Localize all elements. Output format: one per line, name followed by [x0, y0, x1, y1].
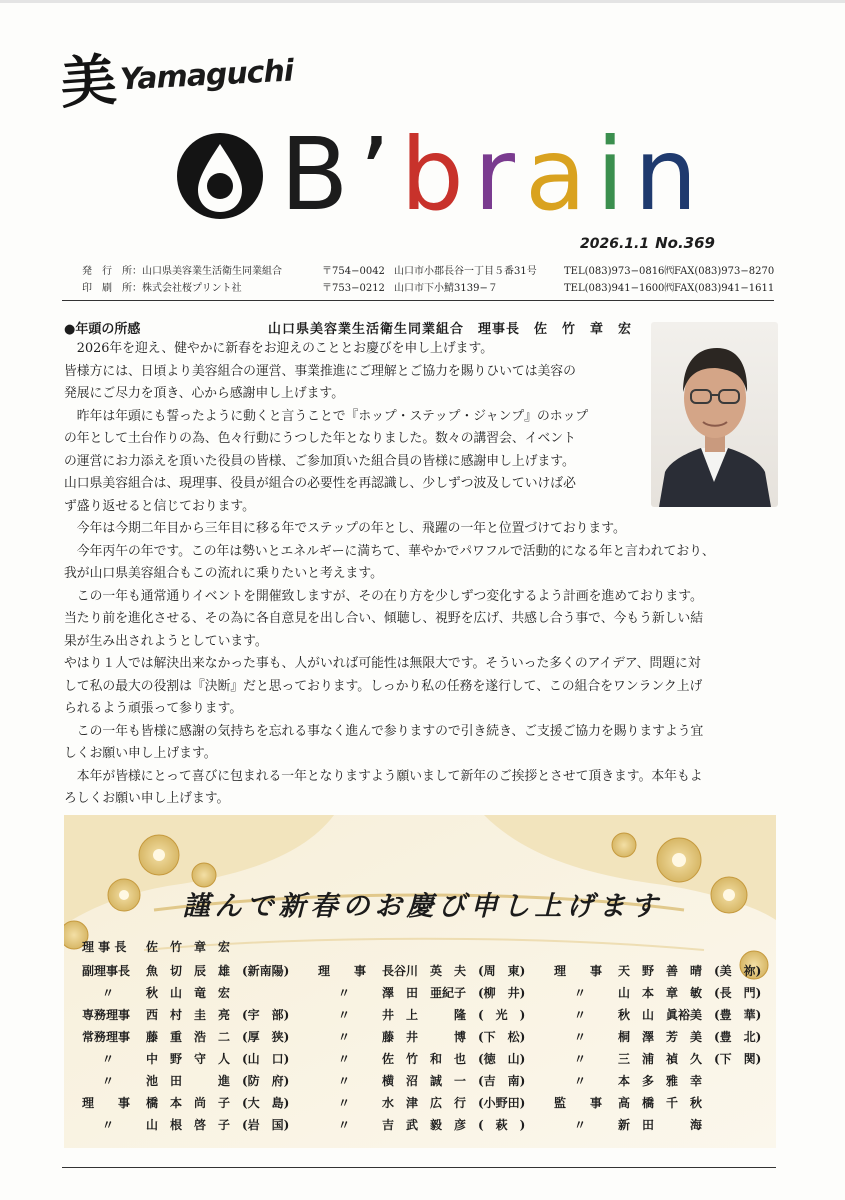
officer-area: (美 祢)	[714, 964, 762, 978]
officer-title: 〃	[338, 1030, 351, 1044]
footer-divider	[62, 1167, 776, 1168]
officer-title: 〃	[102, 1118, 115, 1132]
officer-title: 監 事	[554, 1096, 603, 1110]
article-line: しくお願い申し上げます。	[64, 746, 217, 761]
officer-title: 〃	[338, 986, 351, 1000]
header-divider	[62, 300, 774, 301]
officer-name: 秋 山 竜 宏	[146, 986, 231, 1000]
officer-name: 西 村 圭 亮	[146, 1008, 231, 1022]
printer-address: 山口市下小鯖3139−７	[394, 283, 498, 294]
issue-number: No.369	[655, 234, 715, 252]
officer-area: (下 関)	[714, 1052, 762, 1066]
officer-title: 〃	[338, 1118, 351, 1132]
officer-title: 〃	[338, 1008, 351, 1022]
officer-area: (周 東)	[478, 964, 526, 978]
officer-name: 藤 井 博	[382, 1030, 467, 1044]
officer-name: 水 津 広 行	[382, 1096, 467, 1110]
officer-area: (下 松)	[478, 1030, 526, 1044]
officer-title: 〃	[338, 1074, 351, 1088]
greeting-text: 謹んで新春のお慶び申し上げます	[182, 891, 663, 922]
publisher-fax: FAX(083)973−8270	[674, 266, 775, 277]
printer-label: 印 刷 所：株式会社桜プリント社	[82, 283, 242, 294]
logo-letter: n	[634, 116, 708, 233]
article-line: の運営にお力添えを頂いた役員の皆様、ご参加頂いた組合員の皆様に感謝申し上げます。	[64, 453, 575, 469]
issue-date: 2026.1.1	[580, 236, 650, 252]
article-body	[64, 338, 786, 811]
brand-script: Yamaguchi	[119, 53, 294, 98]
article-line: 発展にご尽力を頂き、心から感謝申し上げます。	[64, 386, 344, 401]
officer-title: 〃	[574, 1030, 587, 1044]
publisher-tel: TEL(083)973−0816㈹	[564, 266, 675, 277]
officer-area: (豊 華)	[714, 1008, 762, 1022]
printer-fax: FAX(083)941−1611	[674, 283, 775, 294]
officer-area: (山 口)	[242, 1052, 290, 1066]
article-line: 本年が皆様にとって喜びに包まれる一年となりますよう願いまして新年のご挨拶とさせて頂きます。本年もよ	[64, 768, 703, 784]
brand-kanji: 美	[58, 47, 119, 117]
officer-name: 佐 竹 章 宏	[146, 940, 231, 954]
printer-zip: 〒753−0212	[322, 283, 385, 294]
officer-area: (厚 狭)	[242, 1030, 290, 1044]
officer-name: 本 多 雅 幸	[618, 1074, 703, 1088]
logo-wordmark	[280, 116, 708, 233]
article-line: 果が生み出されようとしています。	[64, 633, 268, 649]
officer-title: 〃	[574, 1052, 587, 1066]
article-line: 山口県美容組合は、現理事、役員が組合の必要性を再認識し、少しずつ波及していけば必	[64, 476, 576, 491]
article-line: られるよう頑張って参ります。	[64, 701, 243, 716]
article-line: 昨年は年頭にも誓ったように動くと言うことで『ホップ・ステップ・ジャンプ』のホップ	[64, 408, 589, 424]
logo-letter: i	[596, 116, 635, 233]
officer-name: 澤 田 亜紀子	[382, 986, 467, 1000]
officer-name: 池 田 進	[146, 1074, 231, 1088]
officer-name: 魚 切 辰 雄	[146, 964, 231, 978]
article-line: この一年も通常通りイベントを開催致しますが、その在り方を少しずつ変化するよう計画を進めております。	[64, 588, 703, 604]
logo-letter: ’	[358, 116, 401, 233]
article-author: 山口県美容業生活衛生同業組合 理事長 佐 竹 章 宏	[268, 322, 633, 337]
officer-name: 中 野 守 人	[146, 1052, 231, 1066]
officer-area: (大 島)	[242, 1096, 290, 1110]
officer-title: 常務理事	[82, 1030, 131, 1044]
officer-name: 桐 澤 芳 美	[618, 1030, 703, 1044]
publisher-address: 山口市小郡長谷一丁目５番31号	[394, 266, 537, 277]
officer-title: 〃	[574, 986, 587, 1000]
officer-title: 専務理事	[82, 1008, 131, 1022]
officer-area: (小野田)	[478, 1096, 526, 1110]
officer-area: (岩 国)	[242, 1118, 290, 1132]
officer-title: 副理事長	[82, 964, 131, 978]
article-line: ろしくお願い申し上げます。	[64, 791, 230, 806]
officer-name: 佐 竹 和 也	[382, 1052, 467, 1066]
article-heading: ●年頭の所感	[64, 322, 141, 337]
article-line: 我が山口県美容組合もこの流れに乗りたいと考えます。	[64, 566, 383, 581]
article-line: 皆様方には、日頃より美容組合の運営、事業推進にご理解とご協力を賜りひいては美容の	[64, 363, 576, 379]
officer-title: 理 事	[318, 964, 367, 978]
officer-name: 藤 重 浩 二	[146, 1030, 231, 1044]
article-line: 今年は今期二年目から三年目に移る年でステップの年とし、飛躍の一年と位置づけております。	[64, 521, 626, 536]
publisher-label: 発 行 所：山口県美容業生活衛生同業組合	[82, 266, 282, 277]
officer-title: 理 事	[554, 964, 603, 978]
article-line: して私の最大の役割は『決断』だと思っております。しっかり私の任務を遂行して、この組合をワンランク上げ	[64, 678, 703, 694]
logo-letter: B	[280, 116, 359, 233]
officer-area: ( 光 )	[478, 1008, 526, 1022]
article-line: この一年も皆様に感謝の気持ちを忘れる事なく進んで参りますので引き続き、ご支援ご協力を賜りますよう宜	[64, 723, 704, 739]
officer-name: 三 浦 禎 久	[618, 1052, 703, 1066]
logo-letter: a	[525, 116, 597, 233]
officer-area: (宇 部)	[242, 1008, 290, 1022]
publisher-zip: 〒754−0042	[322, 266, 385, 277]
officer-name: 高 橋 千 秋	[618, 1096, 703, 1110]
logo-letter: b	[400, 116, 474, 233]
officer-area: (長 門)	[714, 986, 762, 1000]
printer-tel: TEL(083)941−1600㈹	[564, 283, 675, 294]
officer-name: 井 上 隆	[382, 1008, 467, 1022]
officer-name: 橋 本 尚 子	[146, 1096, 231, 1110]
officer-name: 吉 武 毅 彦	[382, 1118, 467, 1132]
officer-title: 〃	[574, 1118, 587, 1132]
officer-area: (柳 井)	[478, 986, 526, 1000]
officer-title: 理 事 長	[82, 940, 127, 954]
officer-name: 横 沼 誠 一	[382, 1074, 467, 1088]
officer-name: 秋 山 眞裕美	[618, 1008, 703, 1022]
officer-title: 理 事	[82, 1096, 131, 1110]
article-line: 2026年を迎え、健やかに新春をお迎えのこととお慶びを申し上げます。	[64, 341, 494, 356]
officer-name: 山 根 啓 子	[146, 1118, 231, 1132]
article-line: 今年丙午の年です。この年は勢いとエネルギーに満ちて、華やかでパワフルで活動的になる年と言われており、	[64, 543, 715, 559]
officer-name: 長谷川 英 夫	[382, 964, 467, 978]
officer-area: (新南陽)	[242, 964, 290, 978]
article-line: ず盛り返せると信じております。	[64, 498, 255, 514]
officer-title: 〃	[338, 1096, 351, 1110]
article-line: の年として土台作りの為、色々行動にうつした年となりました。数々の講習会、イベント	[64, 431, 576, 446]
officer-name: 天 野 善 晴	[618, 964, 703, 978]
officer-name: 山 本 章 敏	[618, 986, 703, 1000]
logo-drop-icon	[174, 130, 266, 222]
issue-info	[580, 234, 715, 252]
article-line: 当たり前を進化させる、その為に各自意見を出し合い、傾聴し、視野を広げ、共感し合う事で、今もう新しい結	[64, 611, 704, 626]
officer-area: ( 萩 )	[478, 1118, 526, 1132]
officer-title: 〃	[574, 1008, 587, 1022]
officer-title: 〃	[102, 1074, 115, 1088]
scan-edge	[0, 0, 845, 3]
officer-title: 〃	[338, 1052, 351, 1066]
printer-row	[82, 279, 774, 294]
officer-name: 新 田 海	[618, 1118, 703, 1132]
officer-area: (豊 北)	[714, 1030, 762, 1044]
officer-area: (防 府)	[242, 1074, 290, 1088]
officer-title: 〃	[102, 1052, 115, 1066]
officer-area: (徳 山)	[478, 1052, 526, 1066]
publisher-row	[82, 262, 774, 277]
logo-letter: r	[473, 116, 526, 233]
officer-area: (吉 南)	[478, 1074, 526, 1088]
article-line: やはり１人では解決出来なかった事も、人がいれば可能性は無限大です。そういった多くのアイデア、問題に対	[64, 656, 701, 671]
officer-title: 〃	[102, 986, 115, 1000]
officer-title: 〃	[574, 1074, 587, 1088]
